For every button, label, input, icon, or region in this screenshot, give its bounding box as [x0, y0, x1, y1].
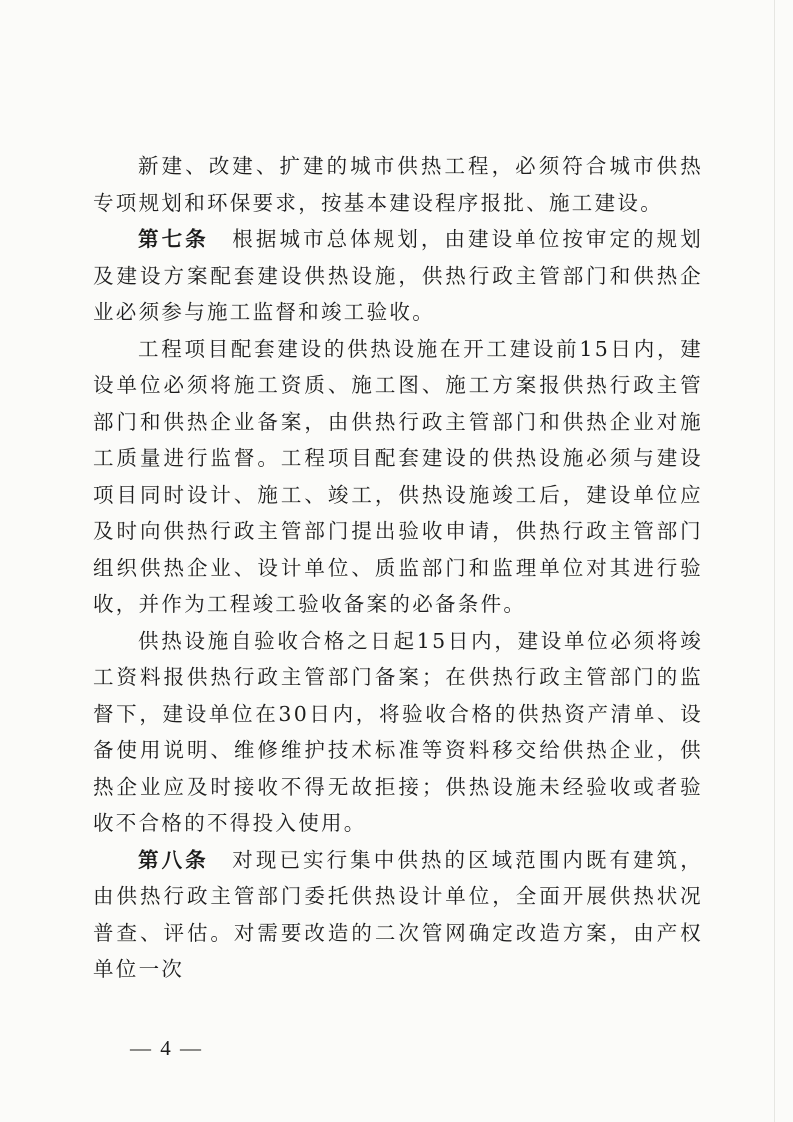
paragraph-text: 新建、改建、扩建的城市供热工程，必须符合城市供热专项规划和环保要求，按基本建设程序报批、施工建设。 [93, 154, 703, 215]
article-number: 第八条 [138, 847, 209, 872]
paragraph-text: 供热设施自验收合格之日起15日内，建设单位必须将竣工资料报供热行政主管部门备案；在供热行政主管部门的监督下，建设单位在30日内，将验收合格的供热资产清单、设备使用说明、维修维护技术标准等资料移交给供热企业，供热企业应及时接收不得无故拒接；供热设施未经验收或者验收不合格的不得投入使用。 [93, 628, 703, 835]
paragraph-text: 对现已实行集中供热的区域范围内既有建筑，由供热行政主管部门委托供热设计单位，全面开展供热状况普查、评估。对需要改造的二次管网确定改造方案，由产权单位一次 [93, 847, 703, 981]
document-body [93, 148, 703, 988]
paragraph-text: 根据城市总体规划，由建设单位按审定的规划及建设方案配套建设供热设施，供热行政主管部门和供热企业必须参与施工监督和竣工验收。 [93, 227, 703, 324]
page-number: — 4 — [130, 1036, 203, 1060]
paragraph-4 [93, 623, 703, 842]
paragraph-text: 工程项目配套建设的供热设施在开工建设前15日内，建设单位必须将施工资质、施工图、施工方案报供热行政主管部门和供热企业备案，由供热行政主管部门和供热企业对施工质量进行监督。工程项目配套建设的供热设施必须与建设项目同时设计、施工、竣工，供热设施竣工后，建设单位应及时向供热行政主管部门提出验收申请，供热行政主管部门组织供热企业、设计单位、质监部门和监理单位对其进行验收，并作为工程竣工验收备案的必备条件。 [93, 336, 703, 616]
page-edge-line [774, 0, 775, 1122]
article-number: 第七条 [138, 227, 209, 251]
paragraph-5 [93, 842, 703, 988]
paragraph-3 [93, 331, 703, 623]
paragraph-2 [93, 221, 703, 331]
paragraph-1 [93, 148, 703, 221]
